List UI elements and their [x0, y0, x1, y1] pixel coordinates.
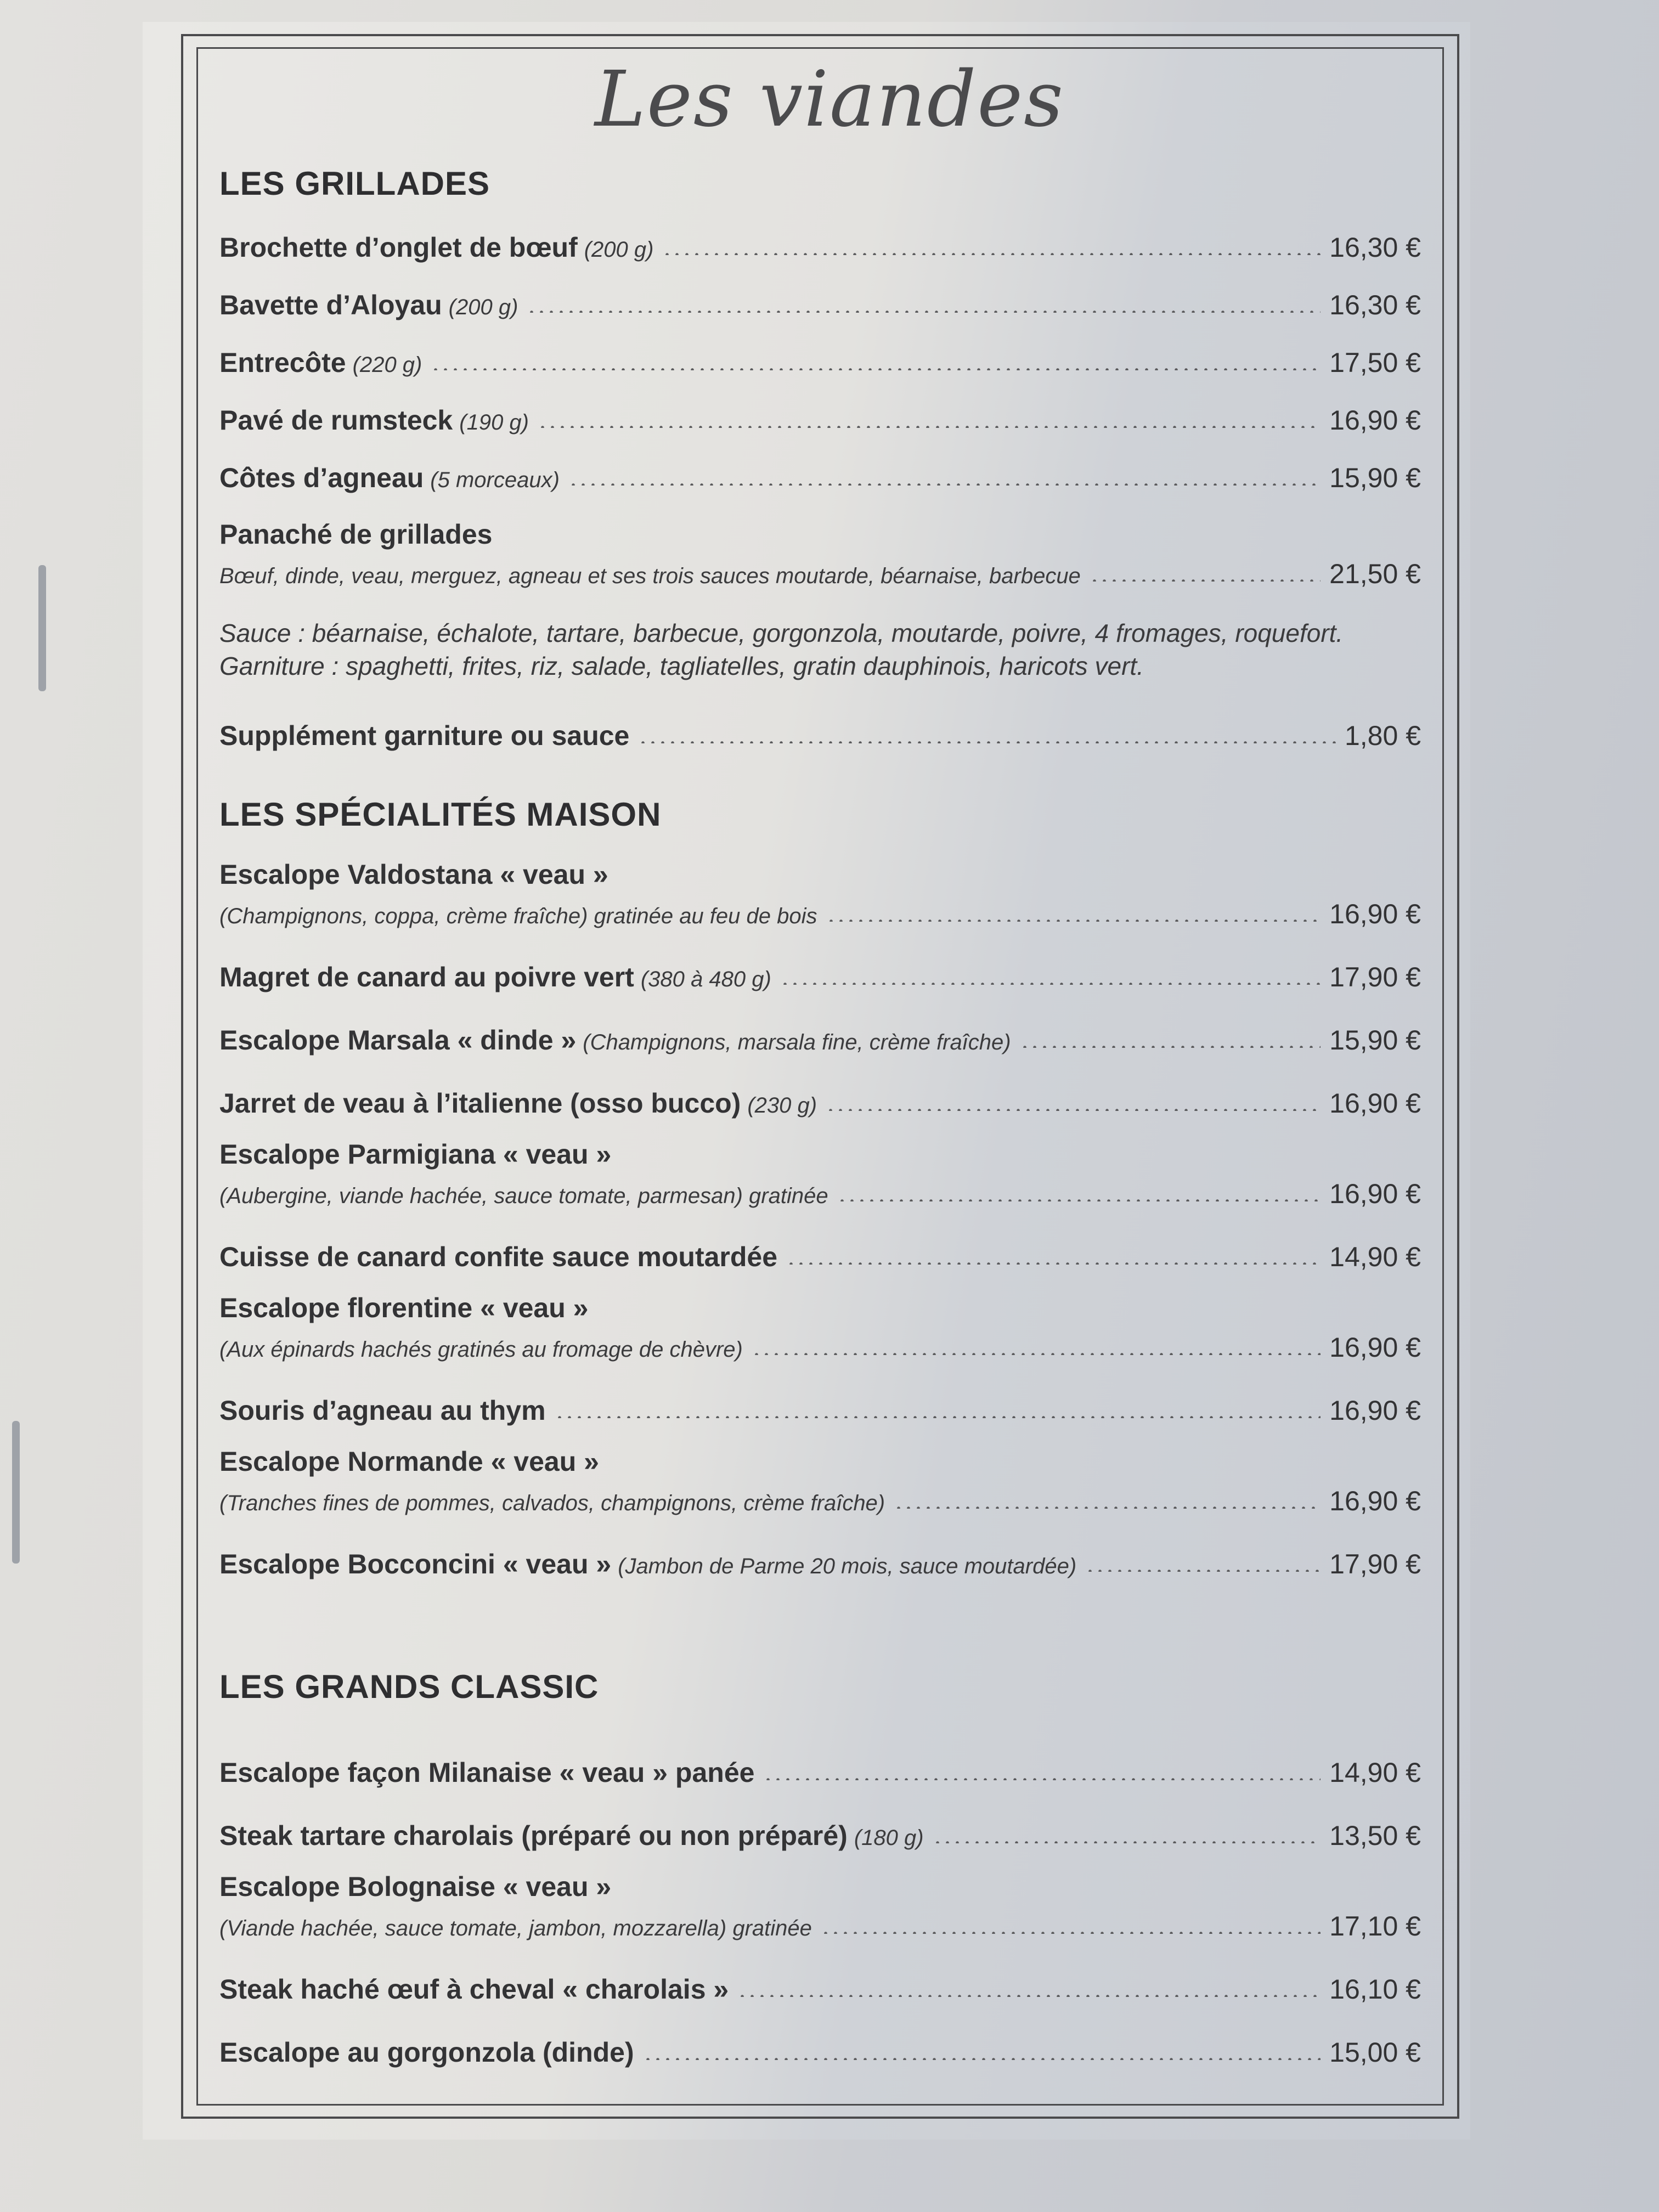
menu-item: [219, 949, 1421, 993]
menu-item: [219, 1138, 1421, 1210]
item-description: (Viande hachée, sauce tomate, jambon, mozzarella) gratinée: [219, 1916, 812, 1940]
sauce-info: Sauce : béarnaise, échalote, tartare, barbecue, gorgonzola, moutarde, poivre, 4 fromages, roquefort.: [219, 619, 1344, 647]
item-description: (Champignons, coppa, crème fraîche) gratinée au feu de bois: [219, 904, 817, 928]
menu-item: [219, 1075, 1421, 1119]
item-description: (Tranches fines de pommes, calvados, champignons, crème fraîche): [219, 1491, 885, 1515]
menu-item: [219, 518, 1421, 590]
item-name: Pavé de rumsteck: [219, 405, 453, 436]
menu-item: [219, 219, 1421, 263]
dot-leader: [638, 741, 1336, 743]
item-name: Escalope Bocconcini « veau »: [219, 1549, 612, 1579]
menu-item: [219, 1446, 1421, 1517]
dot-leader: [538, 426, 1321, 428]
item-name: Bavette d’Aloyau: [219, 290, 442, 320]
menu-item: [219, 1871, 1421, 1942]
menu-item: [219, 1012, 1421, 1056]
item-price: 21,50 €: [1329, 558, 1421, 589]
dot-leader: [555, 1416, 1321, 1418]
dot-leader: [662, 253, 1321, 255]
item-price: 16,90 €: [1329, 1395, 1421, 1426]
item-price: 16,90 €: [1329, 899, 1421, 929]
item-note: (230 g): [747, 1093, 817, 1118]
item-price: 14,90 €: [1329, 1242, 1421, 1272]
menu-item: [219, 1292, 1421, 1363]
item-name: Escalope Normande « veau »: [219, 1446, 599, 1477]
item-price: 17,50 €: [1329, 347, 1421, 378]
dot-leader: [780, 983, 1321, 985]
menu-item: [219, 277, 1421, 321]
item-price: 17,10 €: [1329, 1911, 1421, 1942]
item-note: (Champignons, marsala fine, crème fraîche): [583, 1030, 1011, 1054]
item-note: (180 g): [854, 1826, 924, 1850]
item-name: Steak haché œuf à cheval « charolais »: [219, 1974, 729, 2005]
item-price: 14,90 €: [1329, 1757, 1421, 1788]
menu-item: [219, 392, 1421, 436]
menu-item: [219, 1745, 1421, 1788]
supplement-item: [219, 708, 1421, 752]
item-price: 13,50 €: [1329, 1820, 1421, 1851]
dot-leader: [933, 1841, 1321, 1843]
item-name: Steak tartare charolais (préparé ou non préparé): [219, 1820, 848, 1851]
item-description: (Aubergine, viande hachée, sauce tomate, parmesan) gratinée: [219, 1184, 828, 1208]
item-price: 16,90 €: [1329, 1178, 1421, 1209]
item-name: Jarret de veau à l’italienne (osso bucco): [219, 1088, 741, 1119]
item-note: (Jambon de Parme 20 mois, sauce moutardée): [618, 1554, 1077, 1578]
item-description: Bœuf, dinde, veau, merguez, agneau et ses trois sauces moutarde, béarnaise, barbecue: [219, 564, 1081, 588]
dot-leader: [837, 1199, 1321, 1201]
dot-leader: [826, 1109, 1321, 1111]
dot-leader: [643, 2058, 1321, 2060]
item-name: Brochette d’onglet de bœuf: [219, 232, 578, 263]
dot-leader: [752, 1353, 1321, 1355]
menu-item: [219, 335, 1421, 379]
section-title: LES SPÉCIALITÉS MAISON: [219, 796, 662, 833]
dot-leader: [568, 483, 1321, 486]
dot-leader: [737, 1995, 1321, 1997]
item-price: 16,30 €: [1329, 290, 1421, 320]
staple: [12, 1421, 20, 1564]
item-note: (380 à 480 g): [640, 967, 771, 991]
item-name: Entrecôte: [219, 347, 346, 378]
garniture-info: Garniture : spaghetti, frites, riz, salade, tagliatelles, gratin dauphinois, haricots vert.: [219, 652, 1144, 680]
item-price: 1,80 €: [1344, 720, 1421, 751]
item-name: Côtes d’agneau: [219, 462, 424, 493]
menu-item: [219, 450, 1421, 494]
dot-leader: [527, 311, 1321, 313]
item-price: 16,30 €: [1329, 232, 1421, 263]
menu-item: [219, 859, 1421, 930]
item-name: Panaché de grillades: [219, 519, 493, 550]
section-title: LES GRANDS CLASSIC: [219, 1668, 599, 1705]
item-price: 16,90 €: [1329, 1486, 1421, 1516]
item-price: 15,90 €: [1329, 462, 1421, 493]
item-description: (Aux épinards hachés gratinés au fromage de chèvre): [219, 1338, 743, 1362]
item-price: 15,00 €: [1329, 2037, 1421, 2068]
menu-item: [219, 1961, 1421, 2005]
menu-item: [219, 1536, 1421, 1580]
item-name: Escalope Parmigiana « veau »: [219, 1139, 612, 1170]
dot-leader: [1085, 1570, 1321, 1572]
item-price: 17,90 €: [1329, 1549, 1421, 1579]
dot-leader: [763, 1778, 1321, 1780]
dot-leader: [1020, 1046, 1321, 1048]
item-name: Magret de canard au poivre vert: [219, 962, 634, 992]
dot-leader: [821, 1932, 1321, 1934]
item-price: 15,90 €: [1329, 1025, 1421, 1056]
staple: [38, 565, 46, 691]
menu-item: [219, 1229, 1421, 1273]
dot-leader: [826, 919, 1321, 922]
menu-item: [219, 2024, 1421, 2068]
item-note: (190 g): [459, 410, 529, 435]
menu-item: [219, 1808, 1421, 1852]
dot-leader: [894, 1506, 1321, 1509]
item-name: Cuisse de canard confite sauce moutardée: [219, 1242, 778, 1272]
item-name: Souris d’agneau au thym: [219, 1395, 546, 1426]
item-name: Escalope façon Milanaise « veau » panée: [219, 1757, 755, 1788]
section-title: LES GRILLADES: [219, 165, 490, 202]
item-price: 16,90 €: [1329, 1088, 1421, 1119]
item-name: Escalope Bolognaise « veau »: [219, 1871, 612, 1902]
dot-leader: [1090, 579, 1321, 582]
item-price: 16,90 €: [1329, 1332, 1421, 1363]
item-note: (5 morceaux): [430, 468, 560, 492]
menu-item: [219, 1383, 1421, 1426]
item-note: (220 g): [352, 353, 422, 377]
item-name: Escalope Valdostana « veau »: [219, 859, 608, 890]
page-title: Les viandes: [595, 55, 1064, 144]
item-price: 16,10 €: [1329, 1974, 1421, 2005]
item-price: 17,90 €: [1329, 962, 1421, 992]
item-note: (200 g): [584, 238, 654, 262]
dot-leader: [431, 368, 1321, 370]
item-price: 16,90 €: [1329, 405, 1421, 436]
item-note: (200 g): [448, 295, 518, 319]
dot-leader: [786, 1262, 1321, 1265]
item-name: Escalope au gorgonzola (dinde): [219, 2037, 634, 2068]
item-name: Supplément garniture ou sauce: [219, 720, 630, 751]
item-name: Escalope florentine « veau »: [219, 1293, 589, 1323]
item-name: Escalope Marsala « dinde »: [219, 1025, 577, 1056]
